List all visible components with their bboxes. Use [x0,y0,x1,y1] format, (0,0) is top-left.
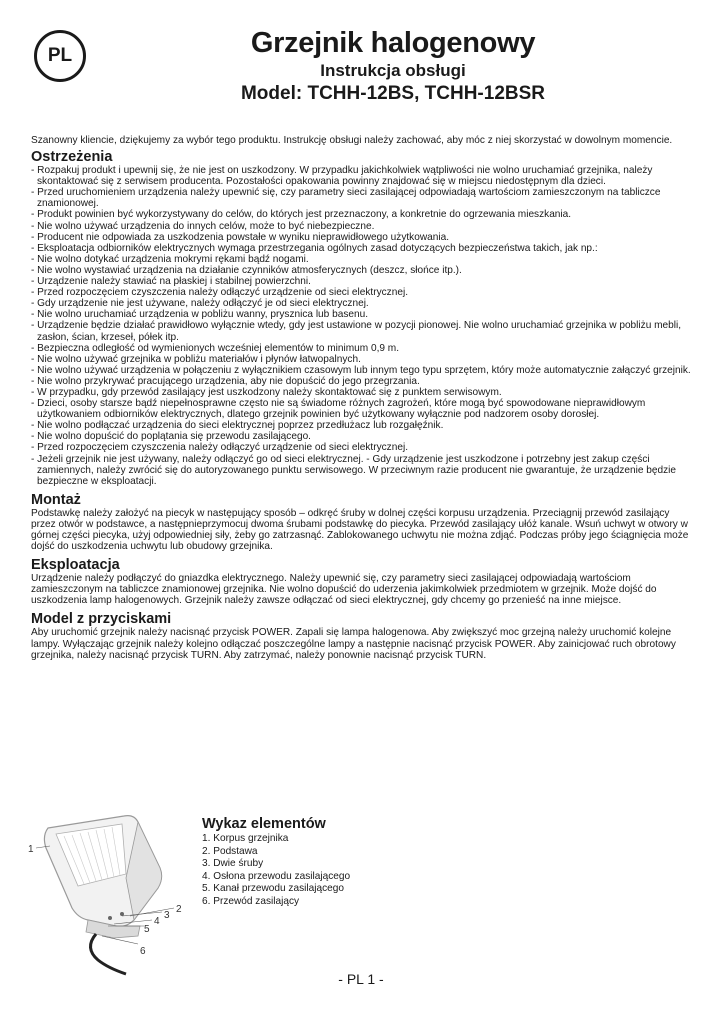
model-number: Model: TCHH-12BS, TCHH-12BSR [240,83,546,104]
warning-item: - Nie wolno dopuścić do poplątania się przewodu zasilającego. [31,431,311,443]
page-header [150,26,636,106]
montaz-heading: Montaż [31,491,81,508]
parts-item: 5. Kanał przewodu zasilającego [202,883,344,895]
callout-4: 4 [154,916,160,927]
parts-item: 4. Osłona przewodu zasilającego [202,870,351,882]
warning-item: - Rozpakuj produkt i upewnij się, że nie jest on uszkodzony. W przypadku jakichkolwiek wątpliwości nie wolno uruchamiać grzejnika, należy skontaktować się z serwisem producenta. Pozostałości opakowania powinny znajdować się w miejscu niedostępnym dla dzieci. [31,165,653,188]
warning-item: - Gdy urządzenie nie jest używane, należy odłączyć je od sieci elektrycznej. [31,298,369,310]
warning-item: - W przypadku, gdy przewód zasilający jest uszkodzony należy skontaktować się z punktem serwisowym. [31,386,502,398]
warning-item: - Dzieci, osoby starsze bądź niepełnosprawne często nie są świadome różnych zagrożeń, które mogą być spowodowane nieprawidłowym użytkowaniem odbiorników elektrycznych, dlatego grzejnik powinien być użytkowany wyłącznie pod nadzorem osoby dorosłej. [31,398,646,421]
callout-3: 3 [164,910,170,921]
callout-6: 6 [140,946,146,957]
warning-item: - Nie wolno używać urządzenia do innych celów, może to być niebezpieczne. [31,220,375,232]
callout-1: 1 [28,844,34,855]
parts-item: 3. Dwie śruby [202,858,264,870]
warning-item: - Nie wolno używać grzejnika w pobliżu materiałów i płynów łatwopalnych. [31,353,361,365]
warning-item: - Przed rozpoczęciem czyszczenia należy odłączyć urządzenie od sieci elektrycznej. [31,287,408,299]
warning-item: - Nie wolno używać urządzenia w połączeniu z wyłącznikiem czasowym lub innym tego typu sprzętem, który może automatycznie załączyć grzejnik. [31,364,691,376]
warning-item: - Urządzenie będzie działać prawidłowo wyłącznie wtedy, gdy jest ustawione w pozycji pionowej. Nie wolno uruchamiać grzejnika w pobliżu mebli, zasłon, ścian, krzeseł, półek itp. [31,320,682,343]
warning-item: - Producent nie odpowiada za uszkodzenia powstałe w wyniku nieprawidłowego użytkowania. [31,231,450,243]
warning-item: - Produkt powinien być wykorzystywany do celów, do których jest przeznaczony, a konkretnie do ogrzewania mieszkania. [31,209,572,221]
parts-item: 1. Korpus grzejnika [202,833,289,844]
warning-item: - Eksploatacja odbiorników elektrycznych wymaga przestrzegania ogólnych zasad dotyczących bezpieczeństwa takich, jak np.: [31,242,598,254]
warning-item: - Przed rozpoczęciem czyszczenia należy odłączyć urządzenie od sieci elektrycznej. [31,442,408,454]
intro-paragraph: Szanowny kliencie, dziękujemy za wybór tego produktu. Instrukcję obsługi należy zachować, aby móc z niej skorzystać w dowolnym momencie. [31,135,673,146]
eksploatacja-heading: Eksploatacja [31,557,120,574]
manual-content [31,135,693,661]
warnings-list [31,165,693,487]
warning-item: - Nie wolno dotykać urządzenia mokrymi rękami bądź nogami. [31,253,309,265]
warning-item: - Nie wolno przykrywać pracującego urządzenia, aby nie dopuścić do jego przegrzania. [31,375,420,387]
screw-icon [120,912,124,916]
warning-item: - Przed uruchomieniem urządzenia należy upewnić się, czy parametry sieci zasilającej odpowiadają wartościom zamieszczonym na tabliczce znamionowej. [31,187,661,210]
warning-item: - Nie wolno podłączać urządzenia do sieci elektrycznej poprzez przedłużacz lub rozgałęźnik. [31,420,444,432]
document-title: Grzejnik halogenowy [250,27,536,59]
model-buttons-paragraph: Aby uruchomić grzejnik należy nacisnąć przycisk POWER. Zapali się lampa halogenowa. Aby zwiększyć moc grzejną należy uruchomić kolejne lampy. Wyłączając grzejnik należy kolejno odłączać poszczególne lampy a następnie nacisnąć przycisk POWER. Aby zainicjować ruch obrotowy grzejnika, należy nacisnąć przycisk TURN. Aby zatrzymać, należy ponownie nacisnąć przycisk TURN. [31,627,676,661]
eksploatacja-paragraph: Urządzenie należy podłączyć do gniazdka elektrycznego. Należy upewnić się, czy parametry sieci zasilającej odpowiadają wartościom zamieszczonym na tabliczce znamionowej grzejnika. Nie wolno dopuścić do uderzenia jakimkolwiek przedmiotem w grzejnik. Może dojść do uszkodzenia lamp halogenowych. Grzejnik należy zawsze odłączać od sieci elektrycznej, gdy chcemy go przenieść na inne miejsce. [31,573,657,607]
parts-item: 6. Przewód zasilający [202,895,300,907]
montaz-paragraph: Podstawkę należy założyć na piecyk w następujący sposób – odkręć śruby w dolnej części korpusu urządzenia. Przeciągnij przewód zasilający przez otwór w podstawce, a następnieprzymocuj dwoma śrubami podstawkę do piecyka. Przewód zasilający ułóż kanale. Wsuń uchwyt w otwory w górnej części piecyka, użyj odpowiedniej siły, żeby go zatrzasnąć. Zablokowanego uchwytu nie można zdjąć. Podczas próby jego ściągnięcia może dojść do uszkodzenia uchwytu lub obudowy grzejnika. [31,507,689,553]
parts-heading: Wykaz elementów [202,816,326,832]
parts-item: 2. Podstawa [202,845,258,857]
warning-item: - Jeżeli grzejnik nie jest używany, należy odłączyć go od sieci elektrycznej. - Gdy urządzenie jest uszkodzone i potrzebny jest zakup części zamiennych, należy zwrócić się do autoryzowanego punktu serwisowego. W przeciwnym razie producent nie gwarantuje, że urządzenie będzie bezpieczne w eksploatacji. [31,453,677,487]
parts-list-block [202,816,502,909]
model-buttons-heading: Model z przyciskami [31,611,172,628]
warning-item: - Nie wolno uruchamiać urządzenia w pobliżu wanny, prysznica lub basenu. [31,309,369,321]
document-subtitle: Instrukcja obsługi [320,61,466,80]
warning-item: - Urządzenie należy stawiać na płaskiej i stabilnej powierzchni. [31,276,311,288]
warning-item: - Bezpieczna odległość od wymienionych wcześniej elementów to minimum 0,9 m. [31,342,400,354]
callout-5: 5 [144,924,150,935]
warnings-heading: Ostrzeżenia [31,149,113,166]
screw-icon [108,916,112,920]
callout-2: 2 [176,904,182,915]
page-number: - PL 1 - [338,971,384,987]
heater-diagram [26,808,196,978]
language-badge: PL [34,30,86,82]
parts-list [202,833,502,909]
warning-item: - Nie wolno wystawiać urządzenia na działanie czynników atmosferycznych (deszcz, słońce itp.). [31,264,462,276]
